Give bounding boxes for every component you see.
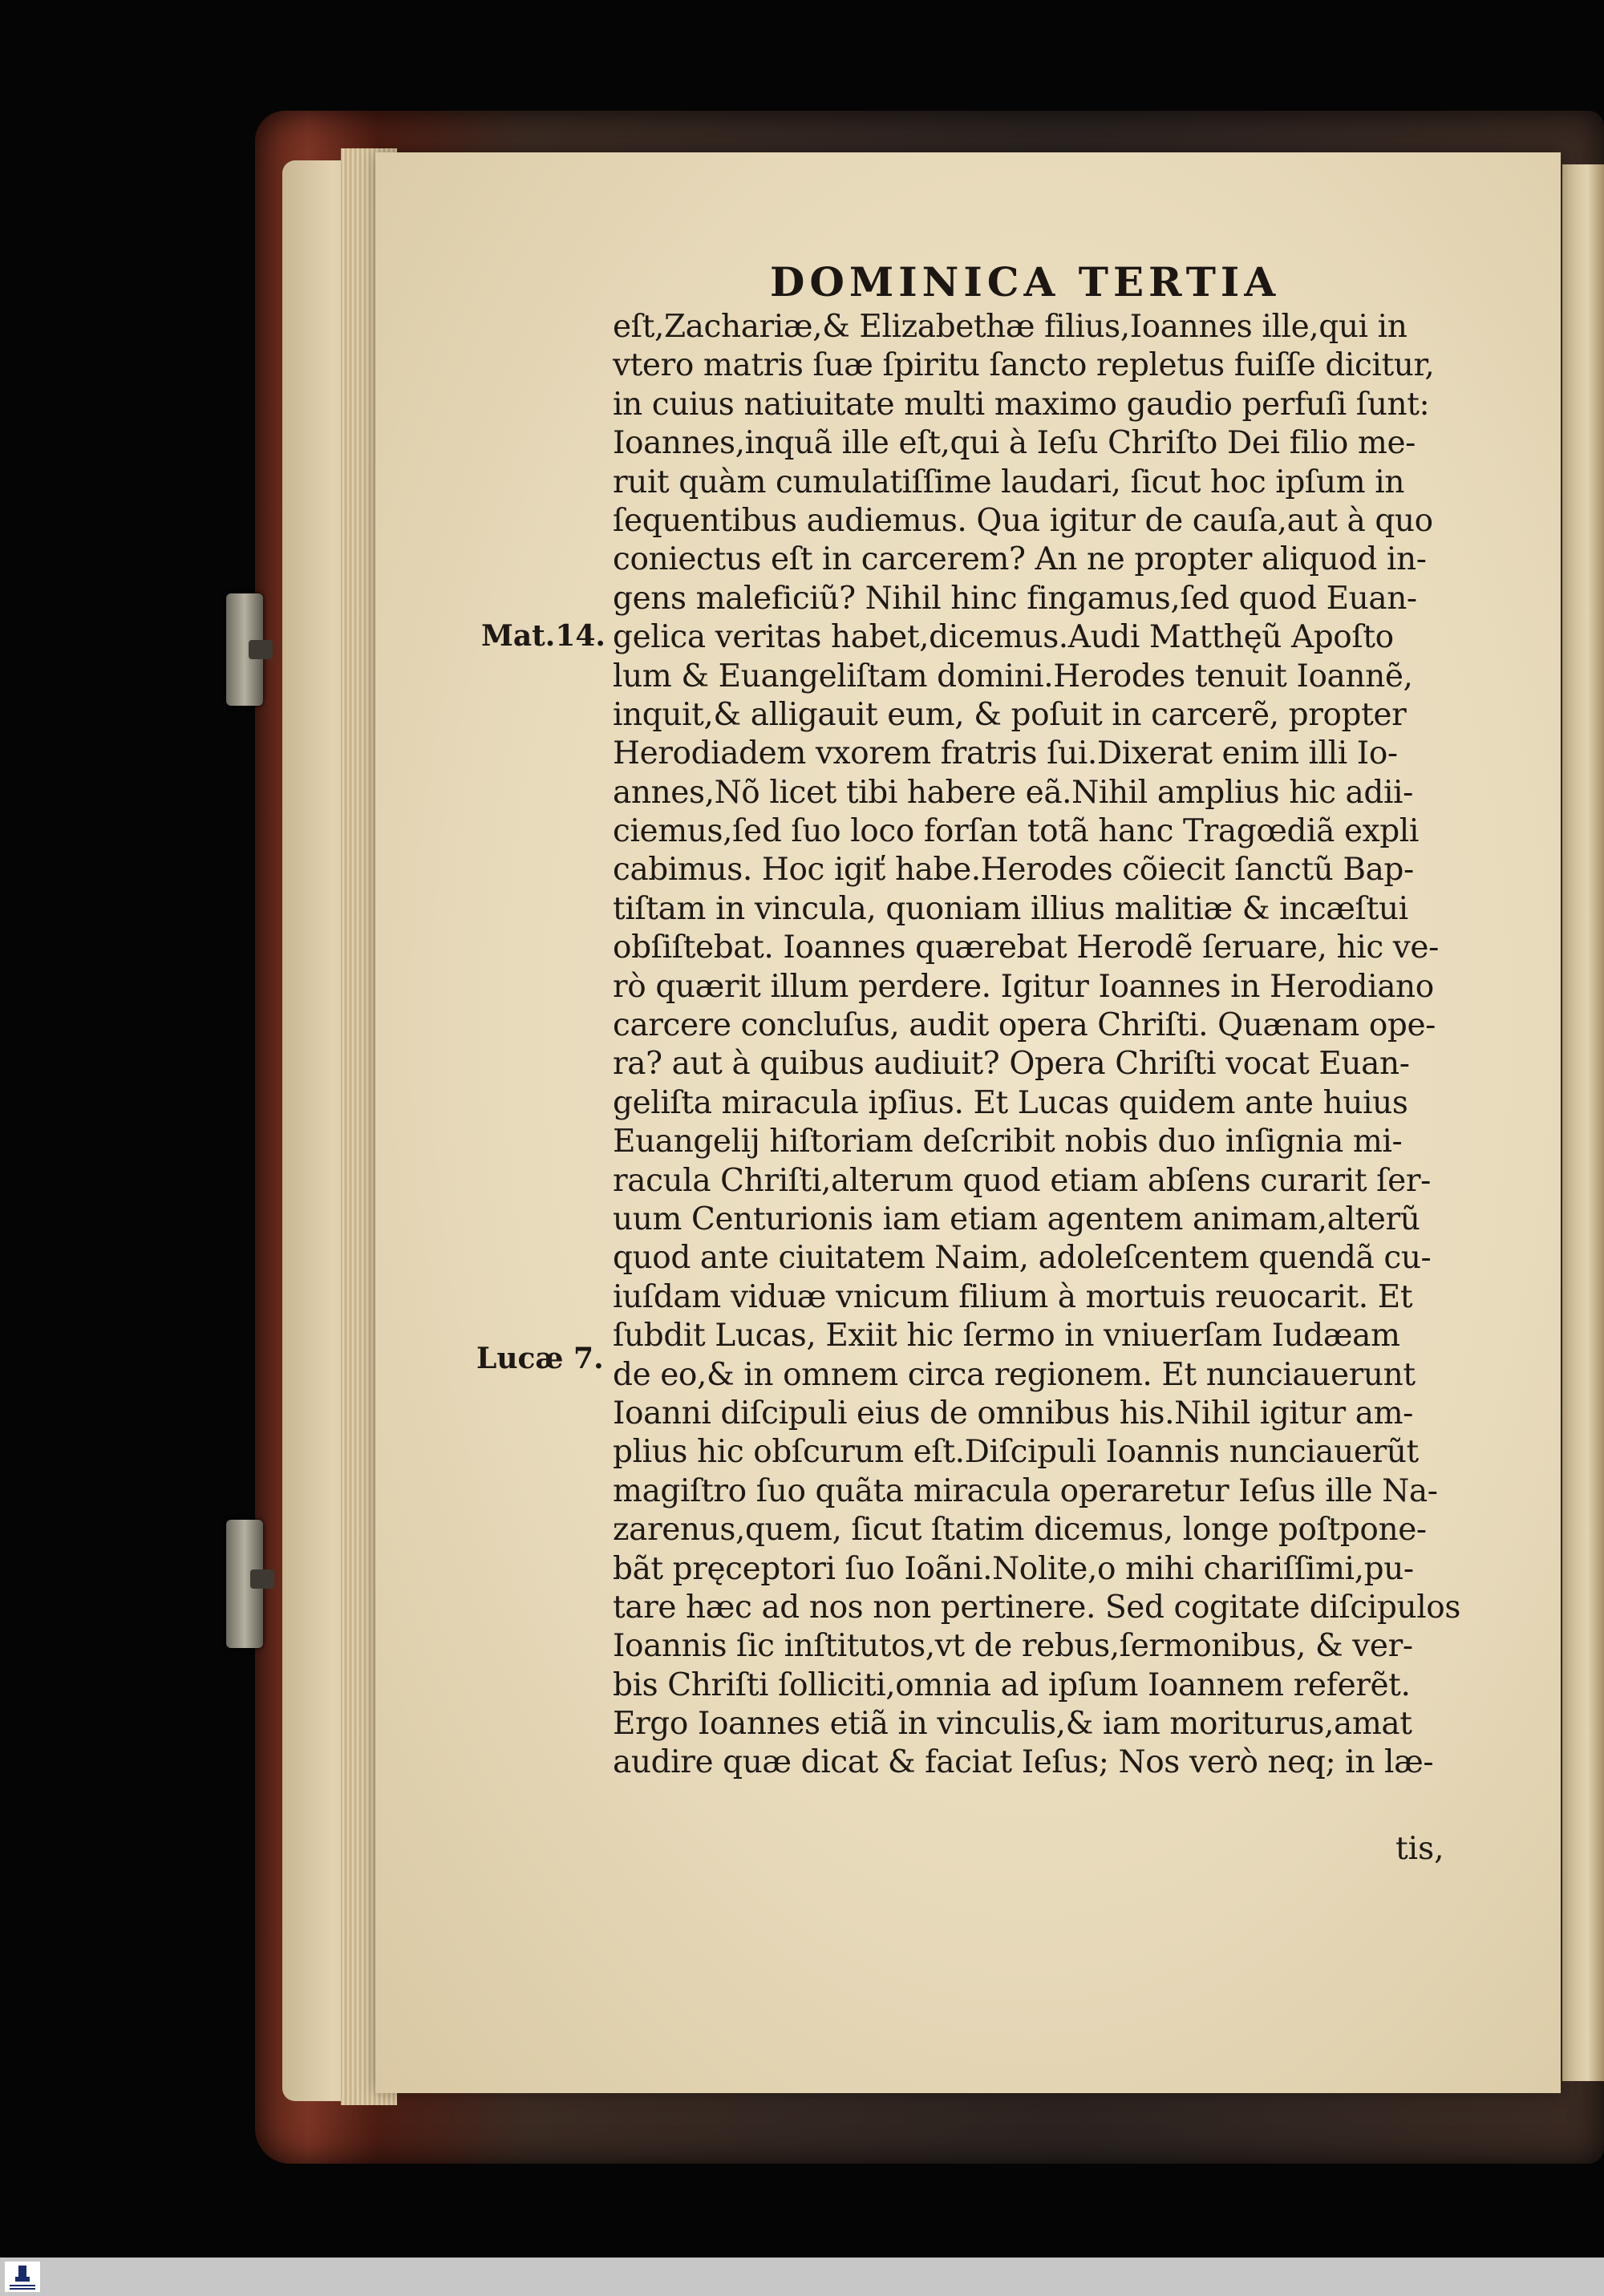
text-line: coniectus eſt in carcerem? An ne propter aliquod in- [613, 541, 1427, 578]
text-line: obſiſtebat. Ioannes quærebat Herodẽ ſeruare, hic ve- [613, 929, 1439, 966]
text-line: vtero matris ſuæ ſpiritu ſancto repletus fuiſſe dicitur, [613, 347, 1435, 384]
clasp-top [226, 593, 263, 706]
text-line: gelica veritas habet,dicemus.Audi Matthęũ Apoſto [613, 619, 1394, 656]
library-logo-icon [5, 2262, 40, 2292]
text-line: racula Chriſti,alterum quod etiam abſens curarit ſer- [613, 1162, 1431, 1199]
catchword: tis, [1395, 1831, 1444, 1867]
text-line: uum Centurionis iam etiam agentem animam,alterũ [613, 1201, 1420, 1237]
marginal-note-luke: Lucæ 7. [476, 1342, 604, 1375]
text-line: zarenus,quem, ſicut ſtatim dicemus, longe poſtpone- [613, 1512, 1427, 1549]
text-line: ſequentibus audiemus. Qua igitur de cauſa,aut à quo [613, 502, 1433, 539]
marginal-note-matthew: Mat.14. [481, 619, 606, 653]
text-line: Ergo Ioannes etiã in vinculis,& iam moriturus,amat [613, 1706, 1412, 1743]
text-line: geliſta miracula ipſius. Et Lucas quidem ante huius [613, 1084, 1408, 1121]
body-text [613, 308, 1471, 1783]
text-line: ra? aut à quibus audiuit? Opera Chriſti vocat Euan- [613, 1046, 1410, 1083]
text-line: bãt pręceptori ſuo Ioãni.Nolite,o mihi chariſſimi,pu- [613, 1550, 1414, 1587]
text-line: ſubdit Lucas, Exiit hic ſermo in vniuerſam Iudæam [613, 1318, 1400, 1355]
text-line: tare hæc ad nos non pertinere. Sed cogitate diſcipulos [613, 1589, 1460, 1626]
text-line: Herodiadem vxorem fratris ſui.Dixerat enim illi Io- [613, 735, 1398, 772]
facing-page-edge [1562, 164, 1604, 2081]
text-line: cabimus. Hoc igiť habe.Herodes cõiecit ſanctũ Bap- [613, 852, 1414, 889]
text-line: Euangelij hiſtoriam deſcribit nobis duo inſignia mi- [613, 1124, 1403, 1160]
text-line: audire quæ dicat & faciat Ieſus; Nos verò neq; in læ- [613, 1744, 1434, 1781]
text-line: eſt,Zachariæ,& Elizabethæ filius,Ioannes ille,qui in [613, 309, 1408, 345]
text-line: lum & Euangeliſtam domini.Herodes tenuit Ioannẽ, [613, 658, 1413, 694]
text-line: ciemus,ſed ſuo loco forſan totã hanc Tragœdiã expli [613, 813, 1419, 850]
clasp-pin [250, 1569, 274, 1589]
text-line: annes,Nõ licet tibi habere eã.Nihil amplius hic adii- [613, 774, 1413, 811]
text-line: de eo,& in omnem circa regionem. Et nunciauerunt [613, 1356, 1416, 1393]
text-line: quod ante ciuitatem Naim, adoleſcentem quendã cu- [613, 1240, 1432, 1277]
text-line: carcere concluſus, audit opera Chriſti. Quænam ope- [613, 1007, 1436, 1044]
text-line: gens maleficiũ? Nihil hinc fingamus,ſed quod Euan- [613, 580, 1417, 617]
clasp-pin [249, 640, 273, 659]
text-line: bis Chriſti ſolliciti,omnia ad ipſum Ioannem referẽt. [613, 1666, 1411, 1703]
clasp-bottom [226, 1520, 263, 1648]
running-head: DOMINICA TERTIA [770, 258, 1281, 306]
text-line: Ioannis ſic inſtitutos,vt de rebus,ſermonibus, & ver- [613, 1628, 1413, 1665]
text-line: in cuius natiuitate multi maximo gaudio perfuſi ſunt: [613, 386, 1430, 423]
text-line: rò quærit illum perdere. Igitur Ioannes in Herodiano [613, 968, 1434, 1005]
text-line: Ioanni diſcipuli eius de omnibus his.Nihil igitur am- [613, 1395, 1413, 1431]
text-line: iuſdam viduæ vnicum filium à mortuis reuocarit. Et [613, 1278, 1413, 1315]
viewer-bottom-bar [0, 2258, 1604, 2296]
text-line: ruit quàm cumulatiſſime laudari, ſicut hoc ipſum in [613, 464, 1405, 500]
text-line: inquit,& alligauit eum, & poſuit in carcerẽ, propter [613, 696, 1407, 733]
text-line: plius hic obſcurum eſt.Diſcipuli Ioannis nunciauerũt [613, 1434, 1419, 1471]
text-line: tiſtam in vincula, quoniam illius malitiæ & incæſtui [613, 890, 1408, 927]
text-line: Ioannes,inquã ille eſt,qui à Ieſu Chriſto Dei filio me- [613, 425, 1416, 462]
text-line: magiſtro ſuo quãta miracula operaretur Ieſus ille Na- [613, 1472, 1438, 1509]
